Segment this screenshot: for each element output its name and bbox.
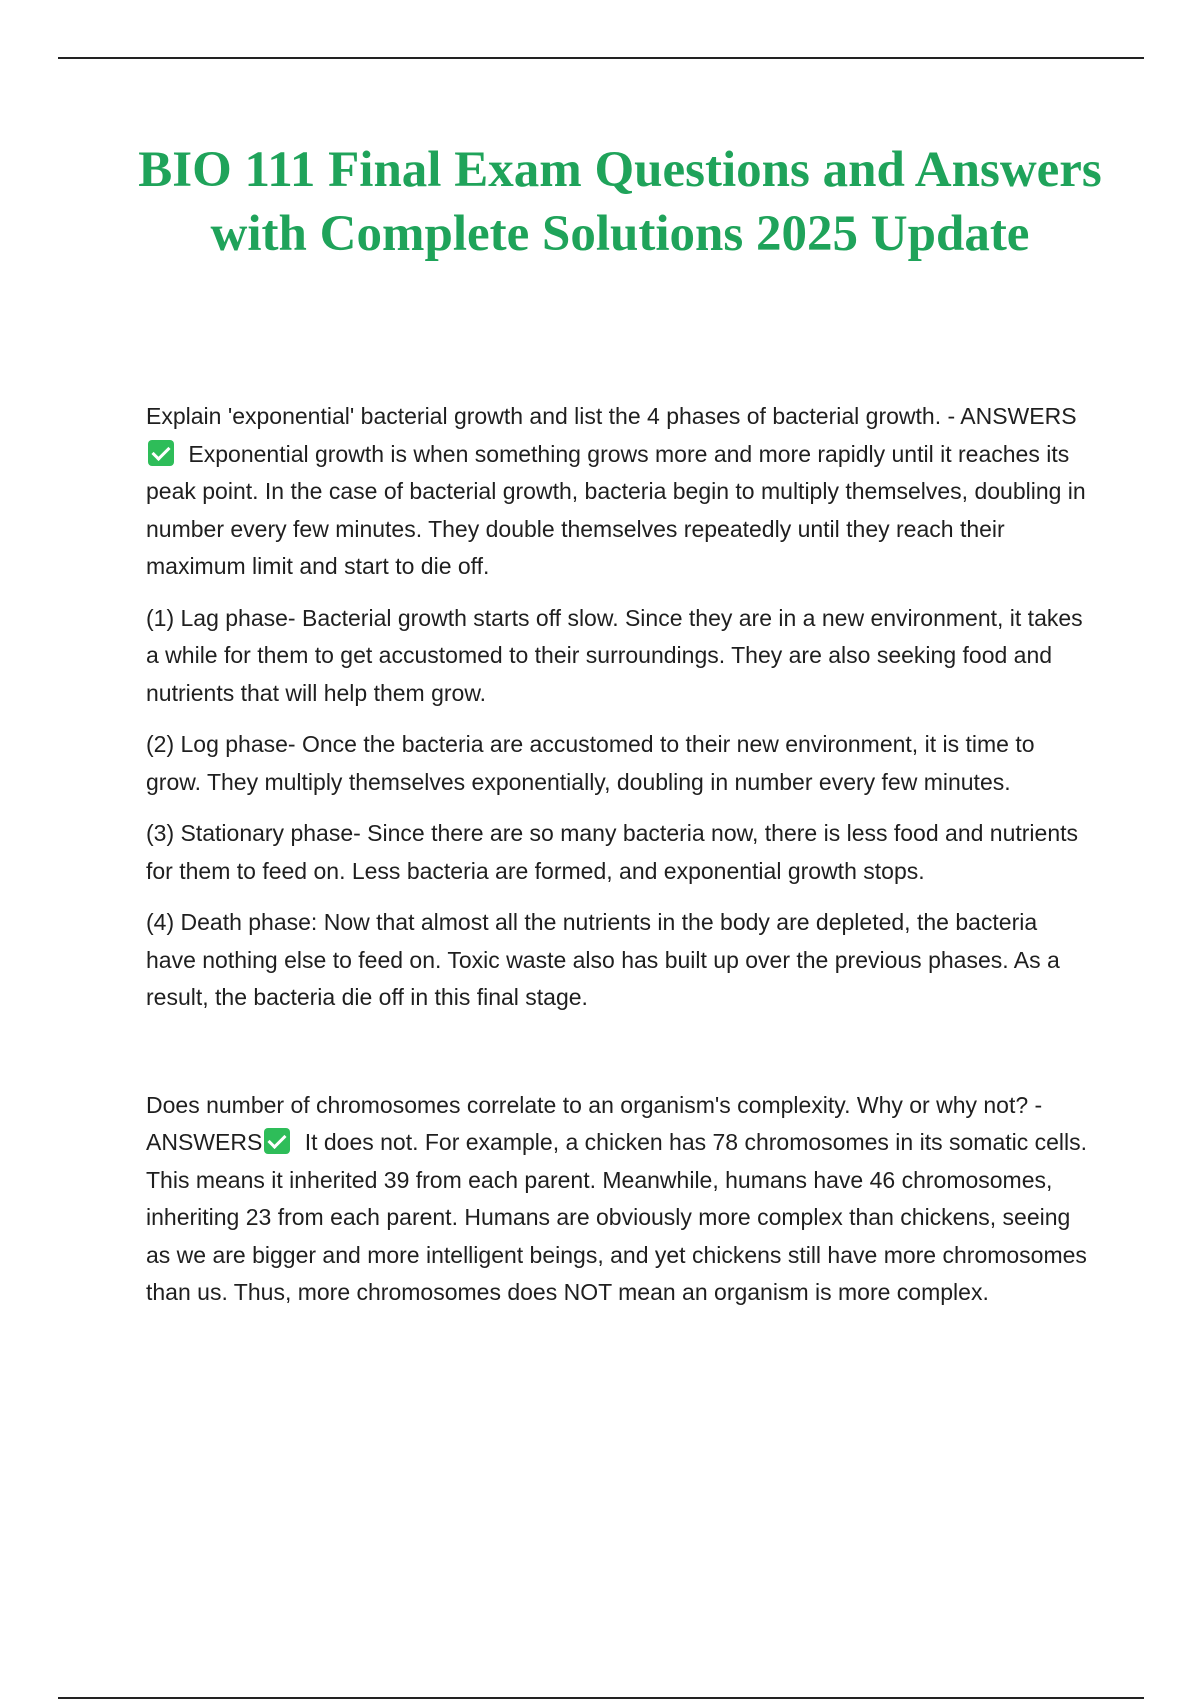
- phase-item: (3) Stationary phase- Since there are so many bacteria now, there is less food and nutrients for them to feed on. Less bacteria are formed, and exponential growth stops.: [146, 820, 1079, 884]
- check-box-icon: [148, 440, 174, 466]
- check-box-icon: [264, 1128, 290, 1154]
- qa-item-2: [146, 1087, 1091, 1312]
- qa-paragraph: [146, 1087, 1091, 1312]
- document-body: [146, 398, 1091, 1326]
- question-text: Explain 'exponential' bacterial growth and list the 4 phases of bacterial growth. - ANSWERS: [146, 403, 1077, 429]
- qa-item-1: [146, 398, 1091, 1017]
- bottom-rule: [58, 1697, 1144, 1699]
- answer-text: It does not. For example, a chicken has 78 chromosomes in its somatic cells. This means it inherited 39 from each parent. Meanwhile, humans have 46 chromosomes, inheriting 23 from each parent. Humans are obviously more complex than chickens, seeing as we are bigger and more intelligent beings, and yet chickens still have more chromosomes than us. Thus, more chromosomes does NOT mean an organism is more complex.: [146, 1129, 1088, 1305]
- answer-text: Exponential growth is when something grows more and more rapidly until it reaches its peak point. In the case of bacterial growth, bacteria begin to multiply themselves, doubling in number every few minutes. They double themselves repeatedly until they reach their maximum limit and start to die off.: [146, 440, 1086, 579]
- question-text: Does number of chromosomes correlate to an organism's complexity. Why or why not? - ANSWERS: [146, 1091, 1043, 1155]
- qa-paragraph: [146, 398, 1091, 586]
- phase-item: (4) Death phase: Now that almost all the nutrients in the body are depleted, the bacteria have nothing else to feed on. Toxic waste also has built up over the previous phases. As a result, the bacteria die off in this final stage.: [146, 909, 1060, 1010]
- top-rule: [58, 57, 1144, 59]
- document-title: BIO 111 Final Exam Questions and Answers with Complete Solutions 2025 Update: [138, 142, 1102, 262]
- phase-item: (1) Lag phase- Bacterial growth starts off slow. Since they are in a new environment, it takes a while for them to get accustomed to their surroundings. They are also seeking food and nutrients that will help them grow.: [146, 604, 1083, 706]
- phase-item: (2) Log phase- Once the bacteria are accustomed to their new environment, it is time to grow. They multiply themselves exponentially, doubling in number every few minutes.: [146, 731, 1035, 795]
